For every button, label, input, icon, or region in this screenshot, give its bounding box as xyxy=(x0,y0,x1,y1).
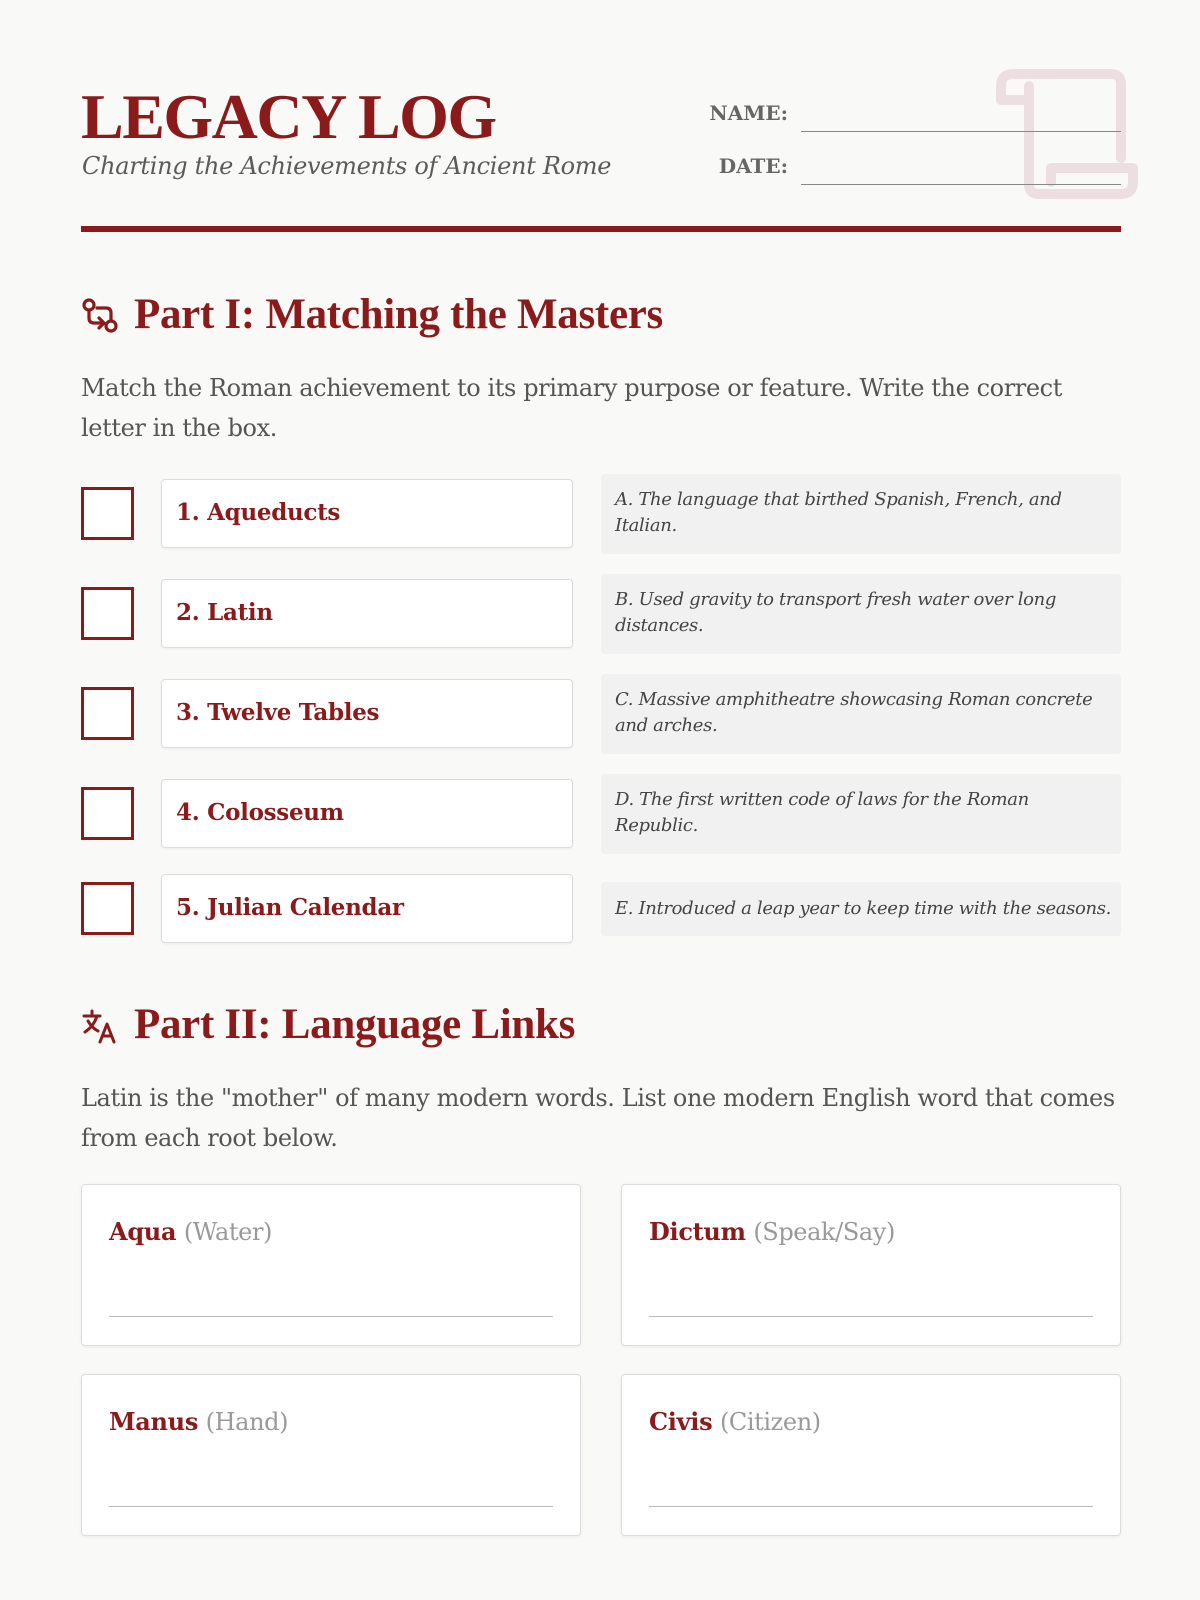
definition-text: A. The language that birthed Spanish, French, and Italian. xyxy=(615,489,1062,536)
answer-box[interactable] xyxy=(81,487,134,540)
worksheet-subtitle: Charting the Achievements of Ancient Rome xyxy=(82,152,612,180)
definition-card xyxy=(601,674,1121,754)
definition-text: B. Used gravity to transport fresh water over long distances. xyxy=(615,589,1057,636)
root-card xyxy=(81,1184,581,1346)
root-meaning: (Speak/Say) xyxy=(753,1218,895,1246)
term-label: 3. Twelve Tables xyxy=(176,699,380,726)
answer-line[interactable] xyxy=(649,1316,1093,1317)
root-label xyxy=(649,1405,821,1439)
match-row xyxy=(81,574,1121,654)
term-label: 4. Colosseum xyxy=(176,799,344,826)
match-row xyxy=(81,474,1121,554)
root-card xyxy=(621,1184,1121,1346)
root-card xyxy=(621,1374,1121,1536)
root-word: Manus xyxy=(109,1407,199,1436)
answer-line[interactable] xyxy=(649,1506,1093,1507)
answer-line[interactable] xyxy=(109,1316,553,1317)
answer-box[interactable] xyxy=(81,787,134,840)
match-row xyxy=(81,774,1121,854)
term-label: 5. Julian Calendar xyxy=(176,894,404,921)
definition-text: C. Massive amphitheatre showcasing Roman concrete and arches. xyxy=(615,689,1093,736)
date-label: DATE: xyxy=(718,154,788,178)
answer-box[interactable] xyxy=(81,587,134,640)
definition-card xyxy=(601,574,1121,654)
part1-heading xyxy=(81,290,1121,340)
root-meaning: (Citizen) xyxy=(719,1408,821,1436)
term-label: 2. Latin xyxy=(176,599,273,626)
root-word: Aqua xyxy=(109,1217,177,1246)
definition-card xyxy=(601,882,1121,936)
route-icon xyxy=(81,298,119,336)
definition-text: D. The first written code of laws for the Roman Republic. xyxy=(615,789,1029,836)
worksheet-page xyxy=(81,0,1121,1600)
definition-card xyxy=(601,474,1121,554)
root-word: Dictum xyxy=(649,1217,746,1246)
definition-text: E. Introduced a leap year to keep time with the seasons. xyxy=(615,898,1112,919)
scroll-icon xyxy=(993,66,1143,202)
date-field[interactable] xyxy=(801,184,1121,185)
root-meaning: (Water) xyxy=(183,1218,272,1246)
header-divider xyxy=(81,226,1121,232)
term-card xyxy=(161,779,573,848)
root-word: Civis xyxy=(649,1407,713,1436)
translate-icon xyxy=(81,1008,119,1046)
term-card xyxy=(161,874,573,943)
part2-heading xyxy=(81,1000,1121,1050)
worksheet-header xyxy=(81,80,1121,230)
term-card xyxy=(161,579,573,648)
worksheet-title: LEGACY LOG xyxy=(81,81,496,152)
term-label: 1. Aqueducts xyxy=(176,499,341,526)
part1-instructions: Match the Roman achievement to its primary purpose or feature. Write the correct letter in the box. xyxy=(81,374,1062,442)
root-meaning: (Hand) xyxy=(205,1408,289,1436)
part2-title: Part II: Language Links xyxy=(134,1001,576,1048)
term-card xyxy=(161,679,573,748)
answer-box[interactable] xyxy=(81,687,134,740)
definition-card xyxy=(601,774,1121,854)
answer-line[interactable] xyxy=(109,1506,553,1507)
root-card xyxy=(81,1374,581,1536)
root-label xyxy=(649,1215,895,1249)
part1-title: Part I: Matching the Masters xyxy=(134,291,663,338)
answer-box[interactable] xyxy=(81,882,134,935)
match-row xyxy=(81,874,1121,954)
match-row xyxy=(81,674,1121,754)
root-label xyxy=(109,1405,288,1439)
root-label xyxy=(109,1215,272,1249)
name-label: NAME: xyxy=(709,101,788,125)
part2-instructions: Latin is the "mother" of many modern words. List one modern English word that comes from each root below. xyxy=(81,1084,1115,1152)
term-card xyxy=(161,479,573,548)
name-field[interactable] xyxy=(801,131,1121,132)
